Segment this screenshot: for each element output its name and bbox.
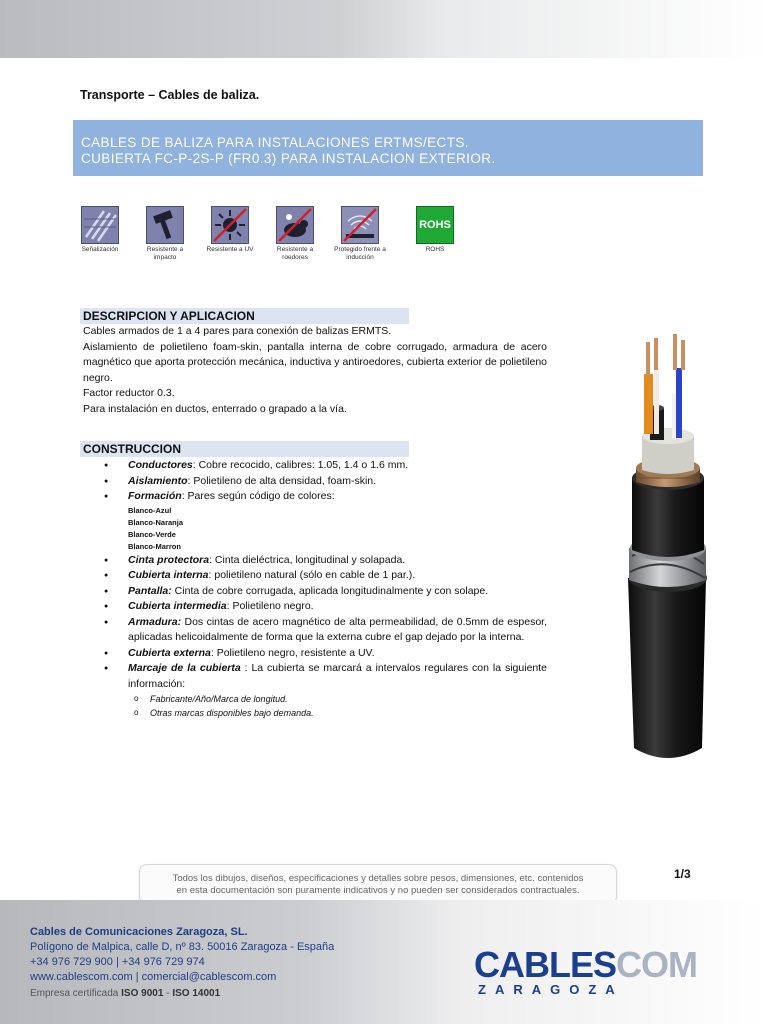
feature-label: Protegido frente a inducción	[334, 246, 386, 261]
list-item: ● Cubierta intermedia: Polietileno negro.	[83, 599, 547, 615]
certification: Empresa certificada ISO 9001 - ISO 14001	[30, 988, 221, 999]
cablescom-logo	[474, 944, 734, 997]
feature-induction	[330, 206, 390, 262]
title-banner	[73, 120, 703, 176]
disclaimer-line: Todos los dibujos, diseños, especificaciones y detalles sobre pesos, dimensiones, etc. contenidos	[172, 873, 584, 884]
marking-subitem: o Fabricante/Año/Marca de longitud.	[150, 692, 547, 706]
rodent-icon	[276, 206, 314, 244]
company-name: Cables de Comunicaciones Zaragoza, SL.	[30, 926, 248, 938]
section-heading-description: DESCRIPCION Y APLICACION	[80, 308, 409, 324]
marking-subitem: o Otras marcas disponibles bajo demanda.	[150, 706, 547, 720]
description-paragraph: Aislamiento de polietileno foam-skin, pantalla interna de cobre corrugado, armadura de acero magnético que aporta protección mecánica, inductiva y antiroedores, cubierta exterior de polietileno negro.	[83, 340, 547, 384]
company-web-email[interactable]: www.cablescom.com | comercial@cablescom.com	[30, 971, 277, 983]
construction-list	[83, 458, 547, 720]
pair-label: Blanco-Naranja	[128, 517, 184, 527]
company-info	[30, 925, 334, 1001]
feature-label: Resistente a UV	[206, 246, 254, 253]
header-band	[0, 0, 768, 58]
section-heading-construction: CONSTRUCCION	[80, 441, 409, 457]
company-phones: +34 976 729 900 | +34 976 729 974	[30, 956, 205, 968]
feature-label: Resistente a roedores	[276, 246, 314, 261]
logo-city: ZARAGOZA	[478, 982, 624, 997]
pair-label: Blanco-Azul	[128, 505, 172, 515]
description-text	[83, 324, 547, 417]
list-item: ● Aislamiento: Polietileno de alta densidad, foam-skin.	[83, 474, 547, 490]
cable-illustration	[618, 328, 718, 763]
marking-subitems	[83, 692, 547, 720]
disclaimer-box	[139, 864, 617, 904]
feature-label: ROHS	[425, 246, 445, 253]
logo-text-com: COM	[616, 944, 698, 985]
page-number: 1/3	[674, 867, 691, 881]
description-paragraph: Para instalación en ductos, enterrado o grapado a la vía.	[83, 402, 347, 415]
feature-rodents	[265, 206, 325, 262]
list-item: ● Pantalla: Cinta de cobre corrugada, aplicada longitudinalmente y con solape.	[83, 584, 547, 600]
list-item: ● Cubierta interna: polietileno natural (sólo en cable de 1 par.).	[83, 568, 547, 584]
hammer-impact-icon	[146, 206, 184, 244]
list-item: ● Cinta protectora: Cinta dieléctrica, longitudinal y solapada.	[83, 553, 547, 569]
list-item: ● Armadura: Dos cintas de acero magnético de alta permeabilidad, de 0.5mm de espesor, aplicadas helicoidalmente de forma que la externa cubre el gap dejado por la interna.	[83, 615, 547, 646]
sun-uv-icon	[211, 206, 249, 244]
pair-label: Blanco-Verde	[128, 529, 176, 539]
list-item: ● Cubierta externa: Polietileno negro, resistente a UV.	[83, 646, 547, 662]
description-paragraph: Cables armados de 1 a 4 pares para conexión de balizas ERMTS.	[83, 325, 392, 337]
feature-signalling	[70, 206, 130, 254]
disclaimer-line: en esta documentación son puramente indicativos y no pueden ser considerados contractuales.	[176, 885, 580, 896]
list-item: ● Conductores: Cobre recocido, calibres: 1.05, 1.4 o 1.6 mm.	[83, 458, 547, 474]
rohs-icon: ROHS	[416, 206, 454, 244]
title-line-1: CABLES DE BALIZA PARA INSTALACIONES ERTMS/ECTS.	[81, 135, 469, 150]
feature-label: Señalización	[81, 246, 119, 253]
company-address: Polígono de Malpica, calle D, nº 83. 50016 Zaragoza - España	[30, 941, 335, 953]
feature-uv	[200, 206, 260, 254]
feature-rohs	[405, 206, 465, 254]
feature-impact	[135, 206, 195, 262]
induction-icon	[341, 206, 379, 244]
list-item: ● Marcaje de la cubierta : La cubierta se marcará a intervalos regulares con la siguiente información:	[83, 661, 547, 692]
title-line-2: CUBIERTA FC-P-2S-P (FR0.3) PARA INSTALACION EXTERIOR.	[81, 151, 496, 166]
pair-label: Blanco-Marron	[128, 541, 181, 551]
description-paragraph: Factor reductor 0.3.	[83, 387, 175, 399]
color-code-pairs	[83, 505, 547, 553]
logo-text-cables: CABLES	[474, 944, 617, 985]
feature-label: Resistente a impacto	[146, 246, 184, 261]
feature-icons	[81, 206, 486, 276]
signalling-icon	[81, 206, 119, 244]
list-item: ● Formación: Pares según código de colores:	[83, 489, 547, 505]
breadcrumb: Transporte – Cables de baliza.	[80, 88, 260, 102]
